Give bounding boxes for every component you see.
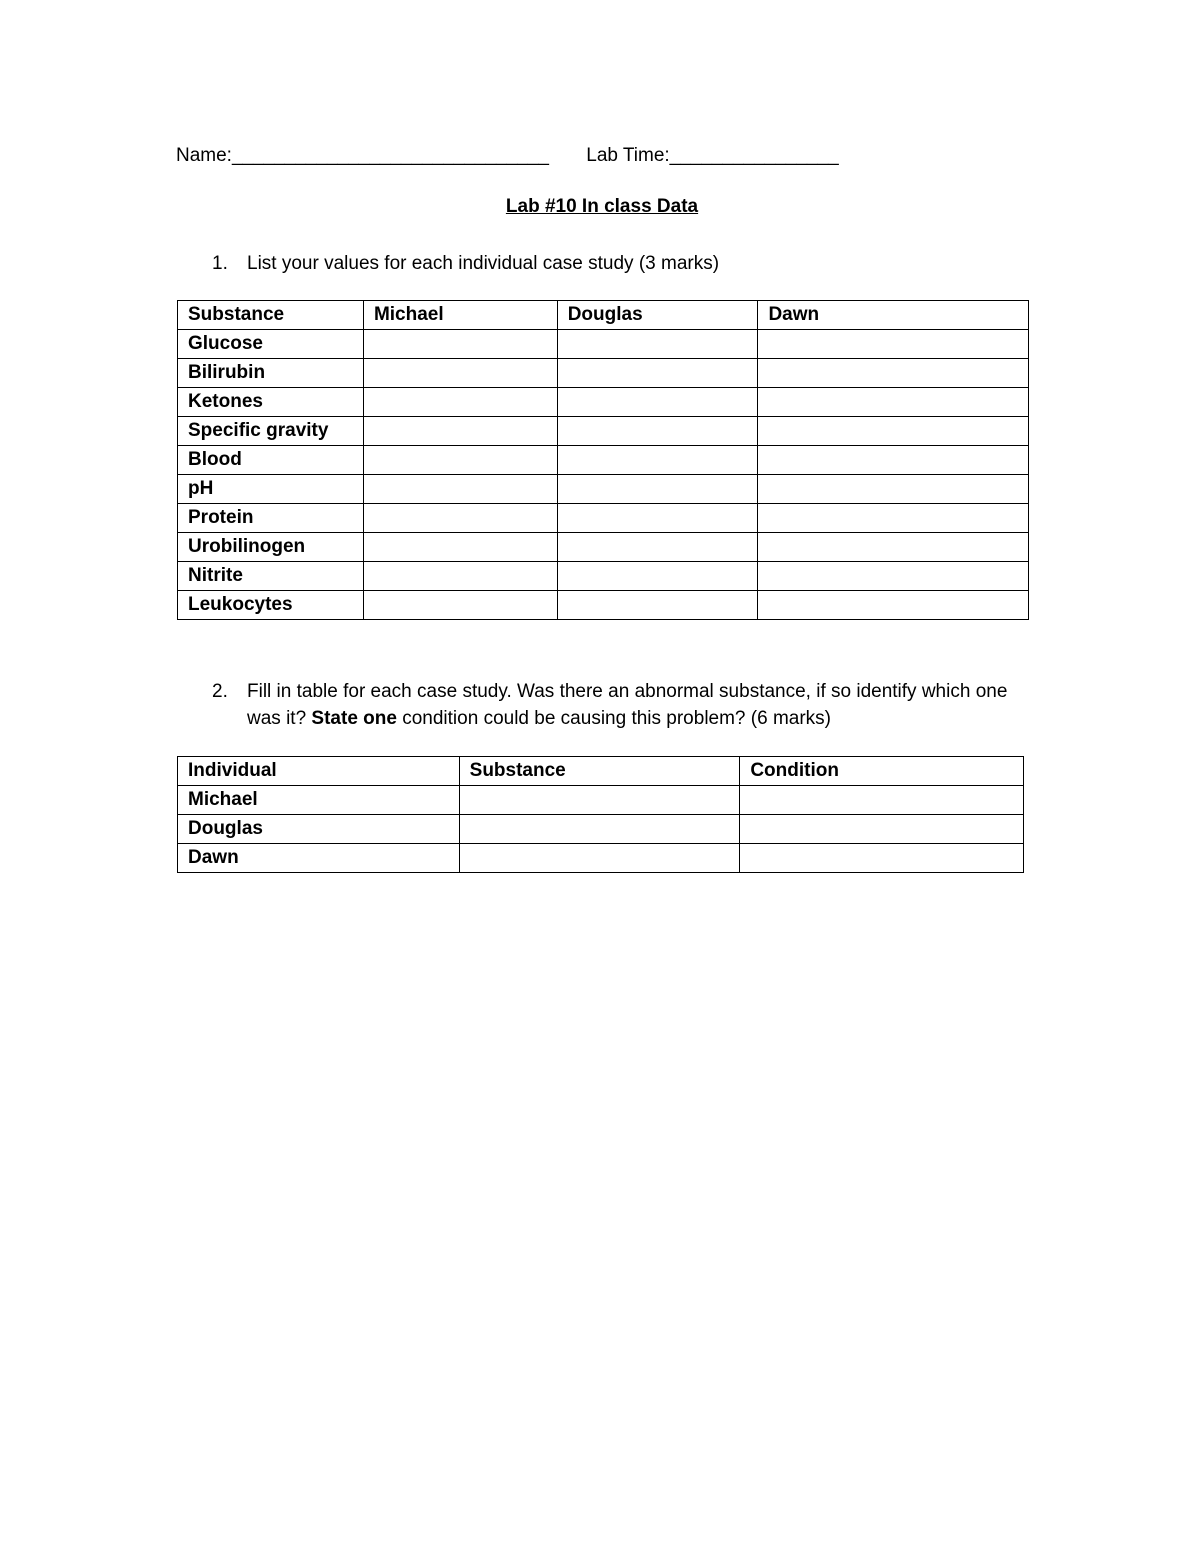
header-cell-dawn: Dawn xyxy=(758,301,1029,330)
question-1-number: 1. xyxy=(212,253,228,274)
header-cell-condition: Condition xyxy=(740,757,1024,786)
value-cell[interactable] xyxy=(758,446,1029,475)
answer-cell[interactable] xyxy=(740,786,1024,815)
table-row xyxy=(178,475,1029,504)
value-cell[interactable] xyxy=(758,591,1029,620)
value-cell[interactable] xyxy=(557,330,758,359)
answer-cell[interactable] xyxy=(740,844,1024,873)
value-cell[interactable] xyxy=(758,562,1029,591)
value-cell[interactable] xyxy=(363,504,557,533)
header-line xyxy=(176,145,839,167)
page-title: Lab #10 In class Data xyxy=(505,196,699,217)
value-cell[interactable] xyxy=(557,504,758,533)
substance-cell: Nitrite xyxy=(178,562,364,591)
value-cell[interactable] xyxy=(758,475,1029,504)
substance-cell: Glucose xyxy=(178,330,364,359)
substance-cell: Urobilinogen xyxy=(178,533,364,562)
header-cell-individual: Individual xyxy=(178,757,460,786)
table-row xyxy=(178,786,1024,815)
substance-cell: Blood xyxy=(178,446,364,475)
table-row xyxy=(178,330,1029,359)
substance-cell: pH xyxy=(178,475,364,504)
table-header-row xyxy=(178,757,1024,786)
individual-cell: Dawn xyxy=(178,844,460,873)
value-cell[interactable] xyxy=(363,359,557,388)
table-row xyxy=(178,417,1029,446)
table-header-row xyxy=(178,301,1029,330)
value-cell[interactable] xyxy=(557,562,758,591)
value-cell[interactable] xyxy=(363,330,557,359)
answer-cell[interactable] xyxy=(459,815,740,844)
question-2-text-start: Fill in table for each case study. Was there an abnormal substance, if so identify which one was it? xyxy=(247,681,1008,729)
answer-cell[interactable] xyxy=(459,786,740,815)
value-cell[interactable] xyxy=(557,417,758,446)
substance-cell: Ketones xyxy=(178,388,364,417)
table-row xyxy=(178,446,1029,475)
value-cell[interactable] xyxy=(363,533,557,562)
table-row xyxy=(178,359,1029,388)
value-cell[interactable] xyxy=(363,388,557,417)
header-cell-michael: Michael xyxy=(363,301,557,330)
value-cell[interactable] xyxy=(758,330,1029,359)
question-1-text: List your values for each individual case study (3 marks) xyxy=(247,253,720,274)
question-2 xyxy=(212,678,1032,732)
answer-cell[interactable] xyxy=(459,844,740,873)
individual-cell: Michael xyxy=(178,786,460,815)
header-cell-substance: Substance xyxy=(178,301,364,330)
value-cell[interactable] xyxy=(557,388,758,417)
case-study-summary-table xyxy=(177,756,1024,873)
value-cell[interactable] xyxy=(758,388,1029,417)
question-1 xyxy=(212,250,1012,277)
header-cell-douglas: Douglas xyxy=(557,301,758,330)
value-cell[interactable] xyxy=(758,359,1029,388)
value-cell[interactable] xyxy=(557,446,758,475)
value-cell[interactable] xyxy=(363,446,557,475)
urinalysis-values-table xyxy=(177,300,1029,620)
table-row xyxy=(178,388,1029,417)
value-cell[interactable] xyxy=(363,475,557,504)
question-2-text-end: condition could be causing this problem? (6 marks) xyxy=(396,708,832,729)
name-field: Name:______________________________ xyxy=(176,145,549,166)
question-2-text xyxy=(247,678,1032,732)
table-row xyxy=(178,533,1029,562)
substance-cell: Specific gravity xyxy=(178,417,364,446)
question-2-emphasis: State one xyxy=(311,708,397,729)
value-cell[interactable] xyxy=(758,417,1029,446)
value-cell[interactable] xyxy=(758,533,1029,562)
question-2-number: 2. xyxy=(212,681,228,702)
value-cell[interactable] xyxy=(557,591,758,620)
value-cell[interactable] xyxy=(557,475,758,504)
value-cell[interactable] xyxy=(557,533,758,562)
table-row xyxy=(178,562,1029,591)
header-cell-substance: Substance xyxy=(459,757,740,786)
value-cell[interactable] xyxy=(758,504,1029,533)
table-row xyxy=(178,504,1029,533)
substance-cell: Protein xyxy=(178,504,364,533)
value-cell[interactable] xyxy=(363,562,557,591)
table-row xyxy=(178,815,1024,844)
individual-cell: Douglas xyxy=(178,815,460,844)
table-row xyxy=(178,591,1029,620)
value-cell[interactable] xyxy=(363,591,557,620)
value-cell[interactable] xyxy=(363,417,557,446)
substance-cell: Leukocytes xyxy=(178,591,364,620)
answer-cell[interactable] xyxy=(740,815,1024,844)
lab-time-field: Lab Time:________________ xyxy=(586,145,839,166)
table-row xyxy=(178,844,1024,873)
value-cell[interactable] xyxy=(557,359,758,388)
substance-cell: Bilirubin xyxy=(178,359,364,388)
